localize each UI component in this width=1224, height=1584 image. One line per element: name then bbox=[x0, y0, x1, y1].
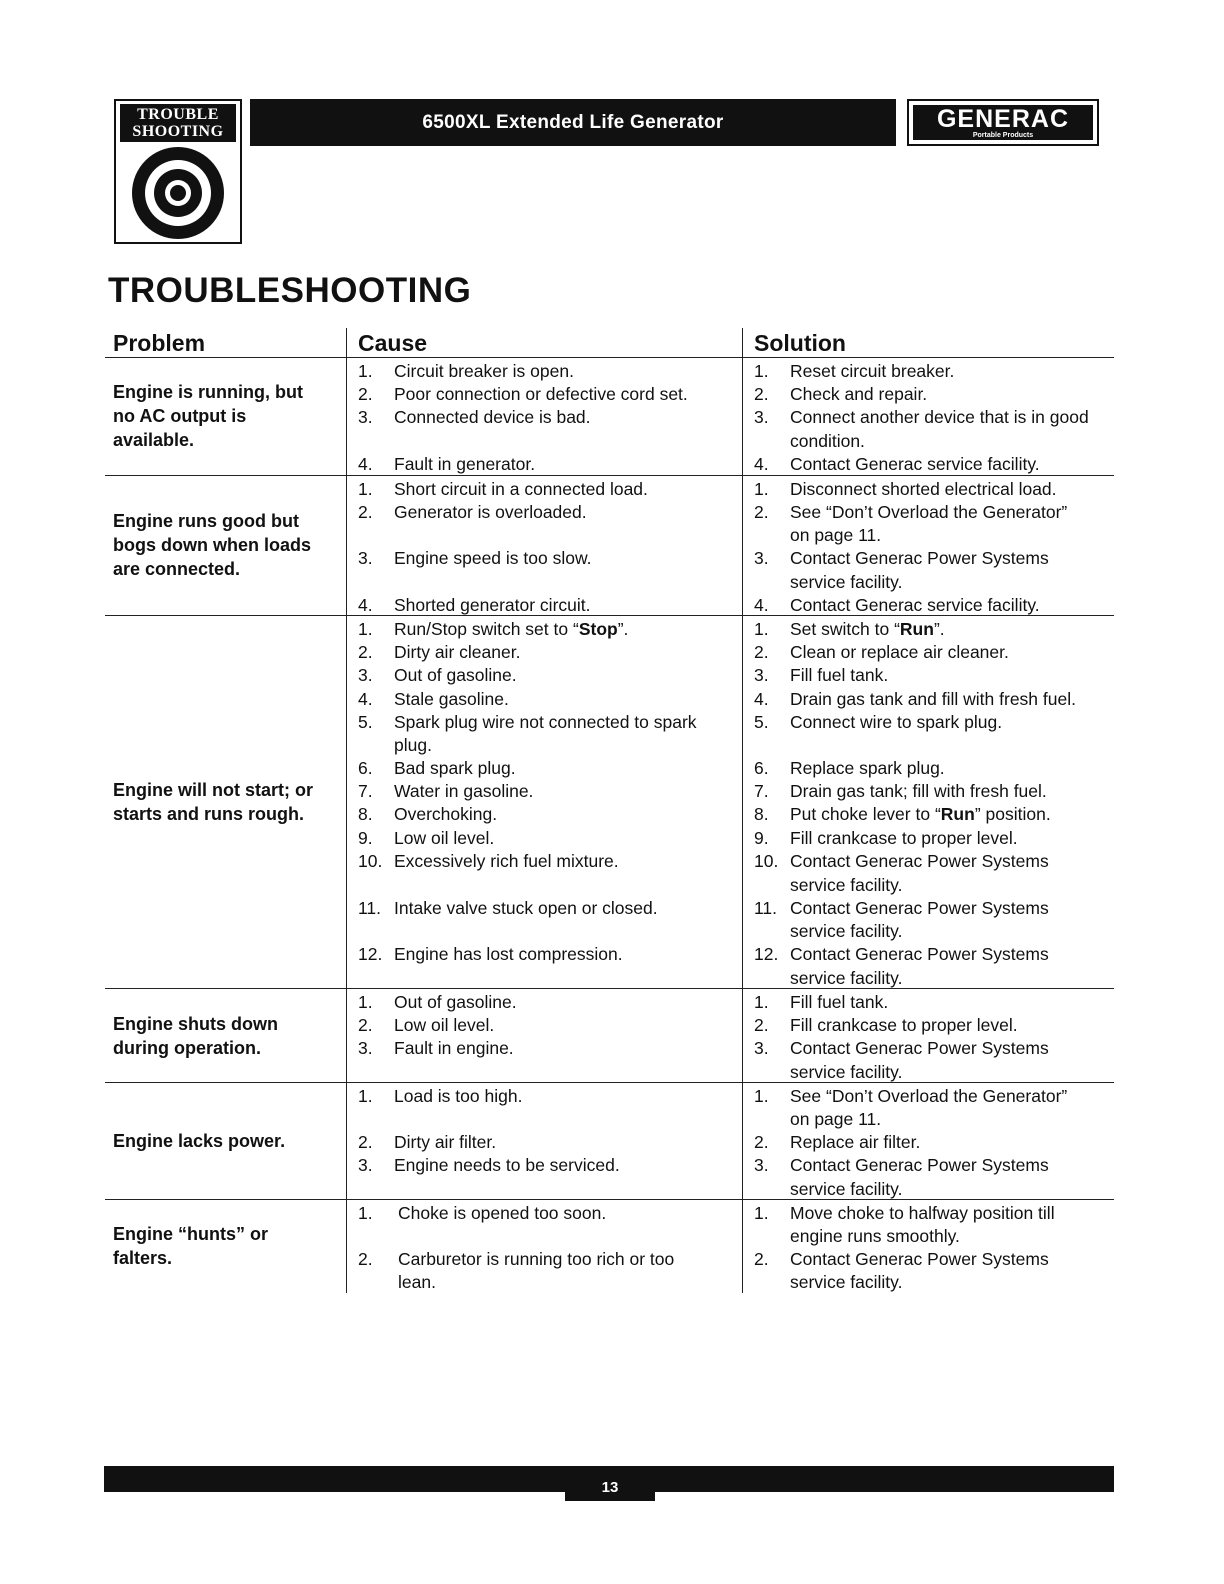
page-title: TROUBLESHOOTING bbox=[108, 271, 472, 310]
problem-label: Engine shuts down during operation. bbox=[113, 1014, 278, 1058]
badge-line-1: TROUBLE bbox=[137, 106, 219, 123]
problem-label: Engine runs good but bogs down when loads are connected. bbox=[113, 511, 311, 579]
item-text: Contact Generac Power Systems bbox=[790, 548, 1049, 568]
badge-label bbox=[120, 104, 236, 142]
item-number: 12. bbox=[754, 944, 779, 964]
item-text: on page 11. bbox=[790, 525, 882, 545]
item-number: 2. bbox=[754, 384, 769, 404]
item-number: 4. bbox=[358, 595, 373, 615]
item-number: 3. bbox=[358, 548, 373, 568]
item-number: 3. bbox=[358, 665, 373, 685]
item-number: 1. bbox=[358, 479, 373, 499]
row-divider bbox=[105, 1082, 1114, 1083]
item-number: 1. bbox=[358, 992, 373, 1012]
item-number: 1. bbox=[358, 361, 373, 381]
item-text: Replace spark plug. bbox=[790, 758, 945, 778]
problem-label: Engine “hunts” or falters. bbox=[113, 1224, 268, 1268]
item-text: Fault in engine. bbox=[394, 1038, 514, 1058]
item-text: service facility. bbox=[790, 1062, 903, 1082]
item-text: Connected device is bad. bbox=[394, 407, 591, 427]
item-text: Engine speed is too slow. bbox=[394, 548, 592, 568]
item-text: Low oil level. bbox=[394, 828, 495, 848]
item-text: Fill crankcase to proper level. bbox=[790, 828, 1018, 848]
document-title-bar: 6500XL Extended Life Generator bbox=[250, 99, 896, 146]
item-number: 6. bbox=[358, 758, 373, 778]
item-text: Fault in generator. bbox=[394, 454, 536, 474]
emphasis-text: Stop bbox=[578, 619, 618, 639]
item-text: Fill crankcase to proper level. bbox=[790, 1015, 1018, 1035]
item-text: Contact Generac Power Systems bbox=[790, 1038, 1049, 1058]
logo-subtitle: Portable Products bbox=[972, 132, 1034, 139]
item-number: 3. bbox=[358, 407, 373, 427]
item-text: Choke is opened too soon. bbox=[398, 1203, 607, 1223]
item-text: Contact Generac Power Systems bbox=[790, 944, 1049, 964]
item-text: Dirty air filter. bbox=[394, 1132, 497, 1152]
item-text: Contact Generac service facility. bbox=[790, 454, 1040, 474]
header-divider bbox=[105, 357, 1114, 358]
item-text: service facility. bbox=[790, 572, 903, 592]
item-text: Short circuit in a connected load. bbox=[394, 479, 648, 499]
item-number: 2. bbox=[754, 1132, 769, 1152]
item-number: 3. bbox=[754, 407, 769, 427]
item-text: on page 11. bbox=[790, 1109, 882, 1129]
item-text: Shorted generator circuit. bbox=[394, 595, 591, 615]
item-number: 2. bbox=[358, 1015, 373, 1035]
item-text: service facility. bbox=[790, 1272, 903, 1292]
item-text: lean. bbox=[398, 1272, 436, 1292]
column-divider-2 bbox=[742, 328, 743, 1293]
item-number: 7. bbox=[358, 781, 373, 801]
item-number: 1. bbox=[358, 619, 373, 639]
item-text: Engine has lost compression. bbox=[394, 944, 623, 964]
item-text: Move choke to halfway position till bbox=[790, 1203, 1055, 1223]
item-number: 2. bbox=[754, 642, 769, 662]
item-number: 1. bbox=[754, 1086, 769, 1106]
item-text: Spark plug wire not connected to spark bbox=[394, 712, 697, 732]
item-number: 5. bbox=[358, 712, 373, 732]
item-number: 11. bbox=[754, 898, 778, 918]
item-text: Load is too high. bbox=[394, 1086, 523, 1106]
item-text: See “Don’t Overload the Generator” bbox=[790, 502, 1068, 522]
item-text: service facility. bbox=[790, 921, 903, 941]
item-number: 10. bbox=[358, 851, 383, 871]
item-text: Connect another device that is in good bbox=[790, 407, 1089, 427]
item-number: 12. bbox=[358, 944, 383, 964]
item-text: Contact Generac Power Systems bbox=[790, 1249, 1049, 1269]
item-text: Clean or replace air cleaner. bbox=[790, 642, 1009, 662]
item-number: 7. bbox=[754, 781, 769, 801]
item-text: engine runs smoothly. bbox=[790, 1226, 960, 1246]
column-header-solution: Solution bbox=[754, 330, 846, 356]
item-number: 2. bbox=[358, 1132, 373, 1152]
item-number: 1. bbox=[358, 1086, 373, 1106]
row-divider bbox=[105, 988, 1114, 989]
item-text: Drain gas tank; fill with fresh fuel. bbox=[790, 781, 1047, 801]
item-number: 1. bbox=[754, 992, 769, 1012]
item-number: 2. bbox=[358, 502, 373, 522]
item-text: Connect wire to spark plug. bbox=[790, 712, 1003, 732]
item-text: Fill fuel tank. bbox=[790, 665, 889, 685]
item-text: Engine needs to be serviced. bbox=[394, 1155, 620, 1175]
item-text: Put choke lever to “Run” position. bbox=[790, 804, 1051, 824]
item-text: Generator is overloaded. bbox=[394, 502, 587, 522]
item-number: 3. bbox=[754, 1155, 769, 1175]
item-number: 4. bbox=[754, 454, 769, 474]
badge-line-2: SHOOTING bbox=[132, 123, 224, 140]
item-number: 8. bbox=[754, 804, 769, 824]
item-text: Poor connection or defective cord set. bbox=[394, 384, 688, 404]
item-text: Bad spark plug. bbox=[394, 758, 516, 778]
item-text: condition. bbox=[790, 431, 865, 451]
item-text: Run/Stop switch set to “Stop”. bbox=[394, 619, 629, 639]
item-text: service facility. bbox=[790, 875, 903, 895]
logo-brand: GENERAC bbox=[936, 105, 1069, 133]
item-number: 2. bbox=[358, 642, 373, 662]
item-number: 2. bbox=[358, 384, 373, 404]
item-number: 10. bbox=[754, 851, 779, 871]
item-text: Drain gas tank and fill with fresh fuel. bbox=[790, 689, 1076, 709]
item-number: 3. bbox=[754, 548, 769, 568]
item-number: 4. bbox=[358, 454, 373, 474]
item-number: 4. bbox=[754, 595, 769, 615]
problem-label: Engine lacks power. bbox=[113, 1131, 286, 1151]
item-text: Out of gasoline. bbox=[394, 992, 517, 1012]
item-number: 1. bbox=[358, 1203, 373, 1223]
item-text: Carburetor is running too rich or too bbox=[398, 1249, 675, 1269]
item-number: 3. bbox=[754, 1038, 769, 1058]
item-text: Circuit breaker is open. bbox=[394, 361, 574, 381]
row-divider bbox=[105, 1199, 1114, 1200]
page-number: 13 bbox=[565, 1474, 655, 1501]
row-divider bbox=[105, 615, 1114, 616]
column-header-problem: Problem bbox=[113, 330, 206, 356]
item-number: 2. bbox=[358, 1249, 373, 1269]
item-text: Disconnect shorted electrical load. bbox=[790, 479, 1057, 499]
item-text: Water in gasoline. bbox=[394, 781, 534, 801]
item-number: 4. bbox=[754, 689, 769, 709]
item-text: Fill fuel tank. bbox=[790, 992, 889, 1012]
item-number: 1. bbox=[754, 1203, 769, 1223]
item-number: 2. bbox=[754, 502, 769, 522]
item-number: 2. bbox=[754, 1015, 769, 1035]
item-text: Contact Generac Power Systems bbox=[790, 898, 1049, 918]
row-divider bbox=[105, 475, 1114, 476]
item-number: 1. bbox=[754, 619, 769, 639]
item-text: Check and repair. bbox=[790, 384, 928, 404]
item-number: 3. bbox=[358, 1038, 373, 1058]
emphasis-text: Run bbox=[940, 804, 975, 824]
item-text: service facility. bbox=[790, 968, 903, 988]
item-number: 3. bbox=[754, 665, 769, 685]
emphasis-text: Run bbox=[899, 619, 934, 639]
item-text: Replace air filter. bbox=[790, 1132, 921, 1152]
column-divider-1 bbox=[346, 328, 347, 1293]
item-text: See “Don’t Overload the Generator” bbox=[790, 1086, 1068, 1106]
item-text: plug. bbox=[394, 735, 432, 755]
item-text: Excessively rich fuel mixture. bbox=[394, 851, 619, 871]
item-number: 11. bbox=[358, 898, 382, 918]
item-number: 8. bbox=[358, 804, 373, 824]
item-number: 1. bbox=[754, 479, 769, 499]
item-text: Dirty air cleaner. bbox=[394, 642, 521, 662]
item-number: 1. bbox=[754, 361, 769, 381]
item-number: 4. bbox=[358, 689, 373, 709]
item-text: Stale gasoline. bbox=[394, 689, 509, 709]
problem-label: Engine will not start; or starts and runs rough. bbox=[113, 780, 314, 824]
column-header-cause: Cause bbox=[358, 330, 428, 356]
item-text: Intake valve stuck open or closed. bbox=[394, 898, 658, 918]
item-number: 9. bbox=[754, 828, 769, 848]
troubleshooting-badge bbox=[114, 99, 242, 244]
item-number: 3. bbox=[358, 1155, 373, 1175]
item-text: Contact Generac Power Systems bbox=[790, 851, 1049, 871]
item-text: service facility. bbox=[790, 1179, 903, 1199]
item-number: 6. bbox=[754, 758, 769, 778]
item-number: 9. bbox=[358, 828, 373, 848]
item-number: 5. bbox=[754, 712, 769, 732]
item-text: Reset circuit breaker. bbox=[790, 361, 955, 381]
item-text: Set switch to “Run”. bbox=[790, 619, 945, 639]
generac-logo bbox=[907, 99, 1099, 146]
item-text: Contact Generac service facility. bbox=[790, 595, 1040, 615]
item-text: Contact Generac Power Systems bbox=[790, 1155, 1049, 1175]
item-text: Overchoking. bbox=[394, 804, 498, 824]
item-text: Out of gasoline. bbox=[394, 665, 517, 685]
item-number: 2. bbox=[754, 1249, 769, 1269]
target-icon bbox=[116, 145, 240, 241]
problem-label: Engine is running, but no AC output is available. bbox=[113, 382, 303, 450]
item-text: Low oil level. bbox=[394, 1015, 495, 1035]
